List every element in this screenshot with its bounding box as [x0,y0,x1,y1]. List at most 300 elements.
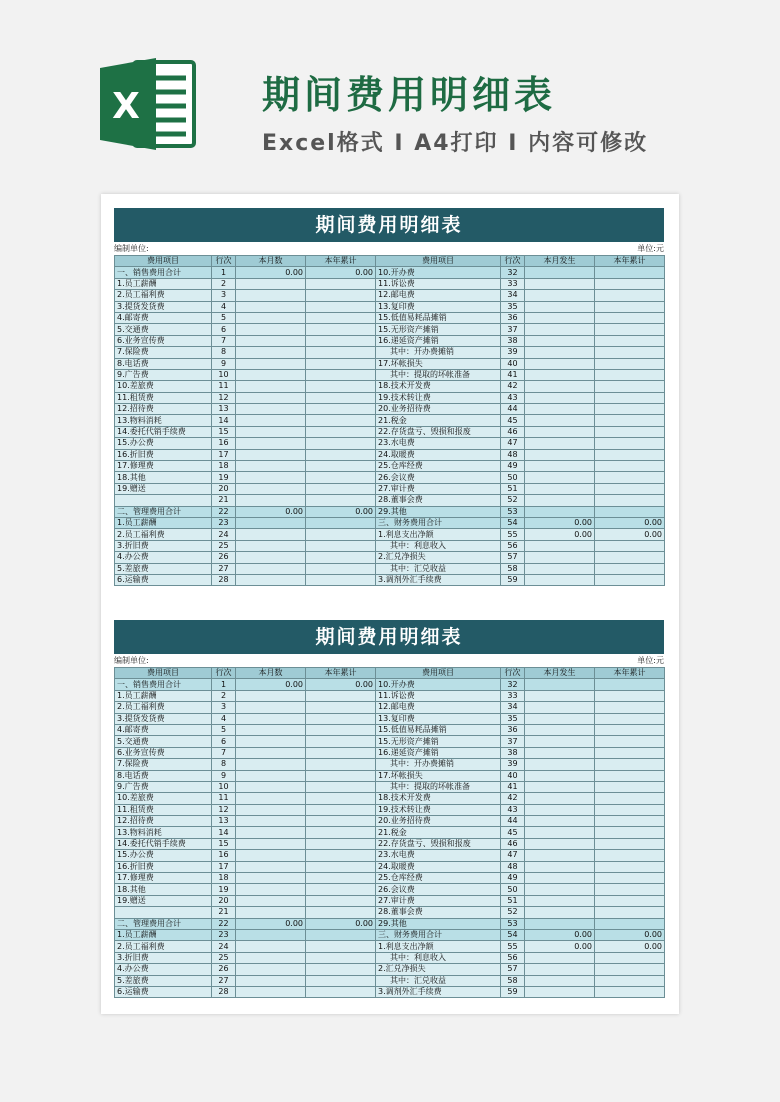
line-number-cell[interactable]: 34 [501,290,525,301]
amount-cell[interactable] [306,873,376,884]
line-number-cell[interactable]: 19 [212,472,236,483]
amount-cell[interactable] [236,278,306,289]
amount-cell[interactable] [306,278,376,289]
line-number-cell[interactable]: 27 [212,563,236,574]
line-number-cell[interactable]: 40 [501,358,525,369]
amount-cell[interactable] [525,563,595,574]
expense-item-cell[interactable]: 19.技术转让费 [376,392,501,403]
line-number-cell[interactable]: 48 [501,449,525,460]
amount-cell[interactable] [595,301,665,312]
line-number-cell[interactable]: 51 [501,895,525,906]
amount-cell[interactable] [595,884,665,895]
line-number-cell[interactable]: 2 [212,690,236,701]
amount-cell[interactable] [236,929,306,940]
line-number-cell[interactable]: 37 [501,324,525,335]
expense-item-cell[interactable]: 17.修理费 [115,873,212,884]
line-number-cell[interactable]: 15 [212,426,236,437]
amount-cell[interactable] [306,736,376,747]
amount-cell[interactable] [595,895,665,906]
line-number-cell[interactable]: 13 [212,404,236,415]
amount-cell[interactable]: 0.00 [306,506,376,517]
expense-item-cell[interactable]: 26.会议费 [376,472,501,483]
line-number-cell[interactable]: 28 [212,986,236,997]
expense-item-cell[interactable]: 5.差旅费 [115,975,212,986]
expense-item-cell[interactable]: 23.水电费 [376,850,501,861]
expense-item-cell[interactable]: 10.开办费 [376,267,501,278]
amount-cell[interactable] [236,483,306,494]
line-number-cell[interactable]: 14 [212,827,236,838]
line-number-cell[interactable]: 52 [501,495,525,506]
expense-item-cell[interactable]: 1.利息支出净额 [376,941,501,952]
expense-item-cell[interactable]: 10.开办费 [376,679,501,690]
amount-cell[interactable] [595,267,665,278]
line-number-cell[interactable]: 21 [212,495,236,506]
amount-cell[interactable] [306,975,376,986]
line-number-cell[interactable]: 3 [212,702,236,713]
expense-item-cell[interactable]: 2.员工福利费 [115,290,212,301]
amount-cell[interactable] [525,975,595,986]
expense-item-cell[interactable]: 11.诉讼费 [376,278,501,289]
amount-cell[interactable] [595,724,665,735]
amount-cell[interactable] [525,770,595,781]
expense-item-cell[interactable]: 10.差旅费 [115,381,212,392]
expense-item-cell[interactable]: 18.技术开发费 [376,381,501,392]
line-number-cell[interactable]: 58 [501,563,525,574]
amount-cell[interactable] [306,290,376,301]
amount-cell[interactable] [236,702,306,713]
amount-cell[interactable] [236,907,306,918]
line-number-cell[interactable]: 33 [501,278,525,289]
line-number-cell[interactable]: 53 [501,918,525,929]
amount-cell[interactable] [595,506,665,517]
line-number-cell[interactable]: 59 [501,986,525,997]
amount-cell[interactable] [595,907,665,918]
amount-cell[interactable] [236,449,306,460]
amount-cell[interactable] [525,952,595,963]
amount-cell[interactable] [525,369,595,380]
line-number-cell[interactable]: 7 [212,747,236,758]
amount-cell[interactable] [595,347,665,358]
line-number-cell[interactable]: 18 [212,461,236,472]
amount-cell[interactable] [595,415,665,426]
amount-cell[interactable] [306,517,376,528]
line-number-cell[interactable]: 25 [212,952,236,963]
line-number-cell[interactable]: 35 [501,713,525,724]
line-number-cell[interactable]: 9 [212,358,236,369]
line-number-cell[interactable]: 35 [501,301,525,312]
amount-cell[interactable] [525,873,595,884]
amount-cell[interactable] [236,736,306,747]
amount-cell[interactable] [525,404,595,415]
amount-cell[interactable] [525,884,595,895]
amount-cell[interactable]: 0.00 [525,929,595,940]
line-number-cell[interactable]: 32 [501,267,525,278]
amount-cell[interactable] [236,873,306,884]
line-number-cell[interactable]: 36 [501,312,525,323]
line-number-cell[interactable]: 43 [501,804,525,815]
amount-cell[interactable] [306,529,376,540]
amount-cell[interactable] [525,574,595,585]
amount-cell[interactable] [595,404,665,415]
expense-item-cell[interactable]: 2.员工福利费 [115,702,212,713]
amount-cell[interactable] [525,690,595,701]
line-number-cell[interactable]: 49 [501,873,525,884]
line-number-cell[interactable]: 22 [212,918,236,929]
amount-cell[interactable] [595,679,665,690]
line-number-cell[interactable]: 23 [212,929,236,940]
line-number-cell[interactable]: 48 [501,861,525,872]
amount-cell[interactable] [236,804,306,815]
line-number-cell[interactable]: 41 [501,781,525,792]
amount-cell[interactable] [595,816,665,827]
expense-item-cell[interactable]: 12.招待费 [115,404,212,415]
expense-item-cell[interactable]: 25.仓库经费 [376,461,501,472]
expense-item-cell[interactable]: 3.调剂外汇手续费 [376,574,501,585]
expense-item-cell[interactable]: 19.技术转让费 [376,804,501,815]
amount-cell[interactable] [525,472,595,483]
amount-cell[interactable] [525,483,595,494]
amount-cell[interactable] [595,495,665,506]
amount-cell[interactable] [595,335,665,346]
line-number-cell[interactable]: 54 [501,929,525,940]
line-number-cell[interactable]: 16 [212,850,236,861]
amount-cell[interactable] [306,770,376,781]
amount-cell[interactable] [595,747,665,758]
expense-item-cell[interactable]: 14.委托代销手续费 [115,838,212,849]
amount-cell[interactable] [595,381,665,392]
amount-cell[interactable] [306,461,376,472]
expense-item-cell[interactable]: 15.办公费 [115,438,212,449]
expense-item-cell[interactable]: 2.员工福利费 [115,941,212,952]
expense-item-cell[interactable]: 13.物料消耗 [115,415,212,426]
amount-cell[interactable] [525,850,595,861]
amount-cell[interactable] [595,827,665,838]
amount-cell[interactable] [306,415,376,426]
amount-cell[interactable] [236,884,306,895]
amount-cell[interactable] [595,290,665,301]
amount-cell[interactable] [306,324,376,335]
amount-cell[interactable] [525,781,595,792]
amount-cell[interactable] [595,369,665,380]
expense-item-cell[interactable]: 5.差旅费 [115,563,212,574]
amount-cell[interactable] [595,804,665,815]
amount-cell[interactable] [595,438,665,449]
amount-cell[interactable] [306,495,376,506]
line-number-cell[interactable]: 11 [212,381,236,392]
amount-cell[interactable] [595,312,665,323]
expense-item-cell[interactable]: 9.广告费 [115,781,212,792]
expense-item-cell[interactable]: 3.调剂外汇手续费 [376,986,501,997]
amount-cell[interactable] [525,713,595,724]
amount-cell[interactable] [236,975,306,986]
expense-item-cell[interactable]: 18.其他 [115,884,212,895]
amount-cell[interactable]: 0.00 [306,267,376,278]
line-number-cell[interactable]: 45 [501,415,525,426]
amount-cell[interactable] [525,816,595,827]
amount-cell[interactable] [236,438,306,449]
line-number-cell[interactable]: 17 [212,449,236,460]
amount-cell[interactable]: 0.00 [525,529,595,540]
amount-cell[interactable] [306,804,376,815]
line-number-cell[interactable]: 54 [501,517,525,528]
line-number-cell[interactable]: 13 [212,816,236,827]
amount-cell[interactable] [595,736,665,747]
expense-item-cell[interactable]: 3.折旧费 [115,952,212,963]
amount-cell[interactable] [236,770,306,781]
line-number-cell[interactable]: 3 [212,290,236,301]
line-number-cell[interactable]: 5 [212,724,236,735]
line-number-cell[interactable]: 42 [501,381,525,392]
expense-item-cell[interactable]: 6.业务宣传费 [115,747,212,758]
amount-cell[interactable] [306,574,376,585]
line-number-cell[interactable]: 50 [501,472,525,483]
amount-cell[interactable] [525,804,595,815]
amount-cell[interactable]: 0.00 [525,517,595,528]
expense-item-cell[interactable]: 2.员工福利费 [115,529,212,540]
amount-cell[interactable] [236,724,306,735]
line-number-cell[interactable]: 15 [212,838,236,849]
amount-cell[interactable] [236,404,306,415]
line-number-cell[interactable]: 6 [212,736,236,747]
line-number-cell[interactable]: 58 [501,975,525,986]
line-number-cell[interactable]: 56 [501,540,525,551]
expense-item-cell[interactable]: 6.运输费 [115,574,212,585]
line-number-cell[interactable]: 37 [501,736,525,747]
amount-cell[interactable] [236,793,306,804]
amount-cell[interactable] [306,358,376,369]
amount-cell[interactable] [236,301,306,312]
expense-item-cell[interactable]: 二、管理费用合计 [115,506,212,517]
line-number-cell[interactable]: 40 [501,770,525,781]
amount-cell[interactable] [525,324,595,335]
amount-cell[interactable] [306,369,376,380]
amount-cell[interactable] [236,574,306,585]
expense-item-cell[interactable]: 其中：利息收入 [376,540,501,551]
expense-item-cell[interactable]: 三、财务费用合计 [376,517,501,528]
amount-cell[interactable] [525,461,595,472]
expense-item-cell[interactable]: 其中：汇兑收益 [376,975,501,986]
expense-item-cell[interactable]: 18.其他 [115,472,212,483]
line-number-cell[interactable]: 26 [212,552,236,563]
expense-item-cell[interactable]: 19.赠送 [115,483,212,494]
line-number-cell[interactable]: 9 [212,770,236,781]
amount-cell[interactable] [525,540,595,551]
amount-cell[interactable] [595,461,665,472]
line-number-cell[interactable]: 33 [501,690,525,701]
expense-item-cell[interactable]: 12.邮电费 [376,702,501,713]
line-number-cell[interactable]: 55 [501,529,525,540]
expense-item-cell[interactable]: 28.董事会费 [376,907,501,918]
amount-cell[interactable] [306,335,376,346]
amount-cell[interactable] [595,873,665,884]
line-number-cell[interactable]: 49 [501,461,525,472]
line-number-cell[interactable]: 47 [501,850,525,861]
amount-cell[interactable] [595,392,665,403]
amount-cell[interactable] [306,483,376,494]
expense-item-cell[interactable]: 17.坏帐损失 [376,358,501,369]
line-number-cell[interactable]: 1 [212,679,236,690]
amount-cell[interactable] [595,952,665,963]
amount-cell[interactable] [306,301,376,312]
line-number-cell[interactable]: 26 [212,964,236,975]
expense-item-cell[interactable]: 12.邮电费 [376,290,501,301]
expense-item-cell[interactable]: 1.员工薪酬 [115,278,212,289]
line-number-cell[interactable]: 45 [501,827,525,838]
amount-cell[interactable] [595,770,665,781]
amount-cell[interactable] [236,369,306,380]
expense-item-cell[interactable]: 18.技术开发费 [376,793,501,804]
amount-cell[interactable] [525,301,595,312]
amount-cell[interactable]: 0.00 [236,506,306,517]
line-number-cell[interactable]: 59 [501,574,525,585]
expense-item-cell[interactable]: 2.汇兑净损失 [376,964,501,975]
amount-cell[interactable] [306,540,376,551]
amount-cell[interactable] [306,895,376,906]
amount-cell[interactable] [236,861,306,872]
expense-item-cell[interactable]: 1.员工薪酬 [115,517,212,528]
amount-cell[interactable] [306,941,376,952]
amount-cell[interactable] [306,929,376,940]
amount-cell[interactable] [595,483,665,494]
amount-cell[interactable] [236,381,306,392]
expense-item-cell[interactable]: 3.折旧费 [115,540,212,551]
expense-item-cell[interactable]: 17.坏帐损失 [376,770,501,781]
line-number-cell[interactable]: 7 [212,335,236,346]
expense-item-cell[interactable]: 15.低值易耗品摊销 [376,312,501,323]
line-number-cell[interactable]: 10 [212,781,236,792]
line-number-cell[interactable]: 20 [212,895,236,906]
expense-item-cell[interactable]: 24.取暖费 [376,861,501,872]
amount-cell[interactable] [236,747,306,758]
amount-cell[interactable] [595,540,665,551]
amount-cell[interactable] [525,290,595,301]
amount-cell[interactable] [595,449,665,460]
line-number-cell[interactable]: 57 [501,964,525,975]
line-number-cell[interactable]: 24 [212,941,236,952]
amount-cell[interactable] [525,335,595,346]
expense-item-cell[interactable]: 12.招待费 [115,816,212,827]
expense-item-cell[interactable]: 1.员工薪酬 [115,690,212,701]
amount-cell[interactable] [306,690,376,701]
expense-item-cell[interactable]: 22.存货盘亏、毁损和报废 [376,426,501,437]
amount-cell[interactable] [595,426,665,437]
amount-cell[interactable]: 0.00 [236,918,306,929]
amount-cell[interactable] [306,312,376,323]
line-number-cell[interactable]: 44 [501,404,525,415]
amount-cell[interactable]: 0.00 [595,529,665,540]
line-number-cell[interactable]: 4 [212,713,236,724]
expense-item-cell[interactable]: 一、销售费用合计 [115,679,212,690]
expense-item-cell[interactable]: 15.无形资产摊销 [376,324,501,335]
amount-cell[interactable]: 0.00 [525,941,595,952]
amount-cell[interactable] [595,552,665,563]
amount-cell[interactable] [306,381,376,392]
amount-cell[interactable] [595,861,665,872]
expense-item-cell[interactable]: 15.办公费 [115,850,212,861]
line-number-cell[interactable]: 25 [212,540,236,551]
amount-cell[interactable] [595,278,665,289]
amount-cell[interactable] [525,506,595,517]
expense-item-cell[interactable]: 20.业务招待费 [376,816,501,827]
expense-item-cell[interactable]: 其中：开办费摊销 [376,347,501,358]
expense-item-cell[interactable]: 29.其他 [376,918,501,929]
line-number-cell[interactable]: 34 [501,702,525,713]
amount-cell[interactable]: 0.00 [236,267,306,278]
amount-cell[interactable] [595,358,665,369]
line-number-cell[interactable]: 42 [501,793,525,804]
line-number-cell[interactable]: 51 [501,483,525,494]
expense-item-cell[interactable]: 25.仓库经费 [376,873,501,884]
amount-cell[interactable] [306,392,376,403]
line-number-cell[interactable]: 46 [501,426,525,437]
expense-item-cell[interactable]: 26.会议费 [376,884,501,895]
amount-cell[interactable] [525,895,595,906]
amount-cell[interactable] [306,952,376,963]
expense-item-cell[interactable]: 16.折旧费 [115,861,212,872]
expense-item-cell[interactable]: 6.运输费 [115,986,212,997]
line-number-cell[interactable]: 23 [212,517,236,528]
expense-item-cell[interactable]: 二、管理费用合计 [115,918,212,929]
expense-item-cell[interactable]: 4.邮寄费 [115,312,212,323]
line-number-cell[interactable]: 18 [212,873,236,884]
amount-cell[interactable] [236,324,306,335]
expense-item-cell[interactable]: 三、财务费用合计 [376,929,501,940]
line-number-cell[interactable]: 12 [212,392,236,403]
amount-cell[interactable]: 0.00 [306,679,376,690]
amount-cell[interactable] [236,472,306,483]
line-number-cell[interactable]: 46 [501,838,525,849]
amount-cell[interactable]: 0.00 [306,918,376,929]
amount-cell[interactable] [525,495,595,506]
amount-cell[interactable] [306,563,376,574]
amount-cell[interactable] [595,574,665,585]
amount-cell[interactable] [306,552,376,563]
amount-cell[interactable] [525,267,595,278]
amount-cell[interactable] [236,759,306,770]
line-number-cell[interactable]: 1 [212,267,236,278]
expense-item-cell[interactable]: 27.审计费 [376,895,501,906]
expense-item-cell[interactable]: 5.交通费 [115,324,212,335]
amount-cell[interactable] [525,312,595,323]
expense-item-cell[interactable]: 6.业务宣传费 [115,335,212,346]
amount-cell[interactable] [525,907,595,918]
expense-item-cell[interactable]: 16.递延资产摊销 [376,335,501,346]
line-number-cell[interactable]: 22 [212,506,236,517]
amount-cell[interactable] [595,324,665,335]
amount-cell[interactable] [306,838,376,849]
amount-cell[interactable] [525,381,595,392]
amount-cell[interactable] [595,918,665,929]
expense-item-cell[interactable] [115,907,212,918]
expense-item-cell[interactable]: 15.低值易耗品摊销 [376,724,501,735]
line-number-cell[interactable]: 27 [212,975,236,986]
amount-cell[interactable] [525,702,595,713]
amount-cell[interactable] [595,975,665,986]
amount-cell[interactable] [525,793,595,804]
amount-cell[interactable] [236,941,306,952]
line-number-cell[interactable]: 4 [212,301,236,312]
amount-cell[interactable] [236,827,306,838]
amount-cell[interactable] [236,895,306,906]
expense-item-cell[interactable]: 7.保险费 [115,759,212,770]
amount-cell[interactable] [595,702,665,713]
line-number-cell[interactable]: 20 [212,483,236,494]
amount-cell[interactable] [306,702,376,713]
amount-cell[interactable] [525,759,595,770]
expense-item-cell[interactable]: 8.电话费 [115,770,212,781]
line-number-cell[interactable]: 10 [212,369,236,380]
expense-item-cell[interactable]: 20.业务招待费 [376,404,501,415]
